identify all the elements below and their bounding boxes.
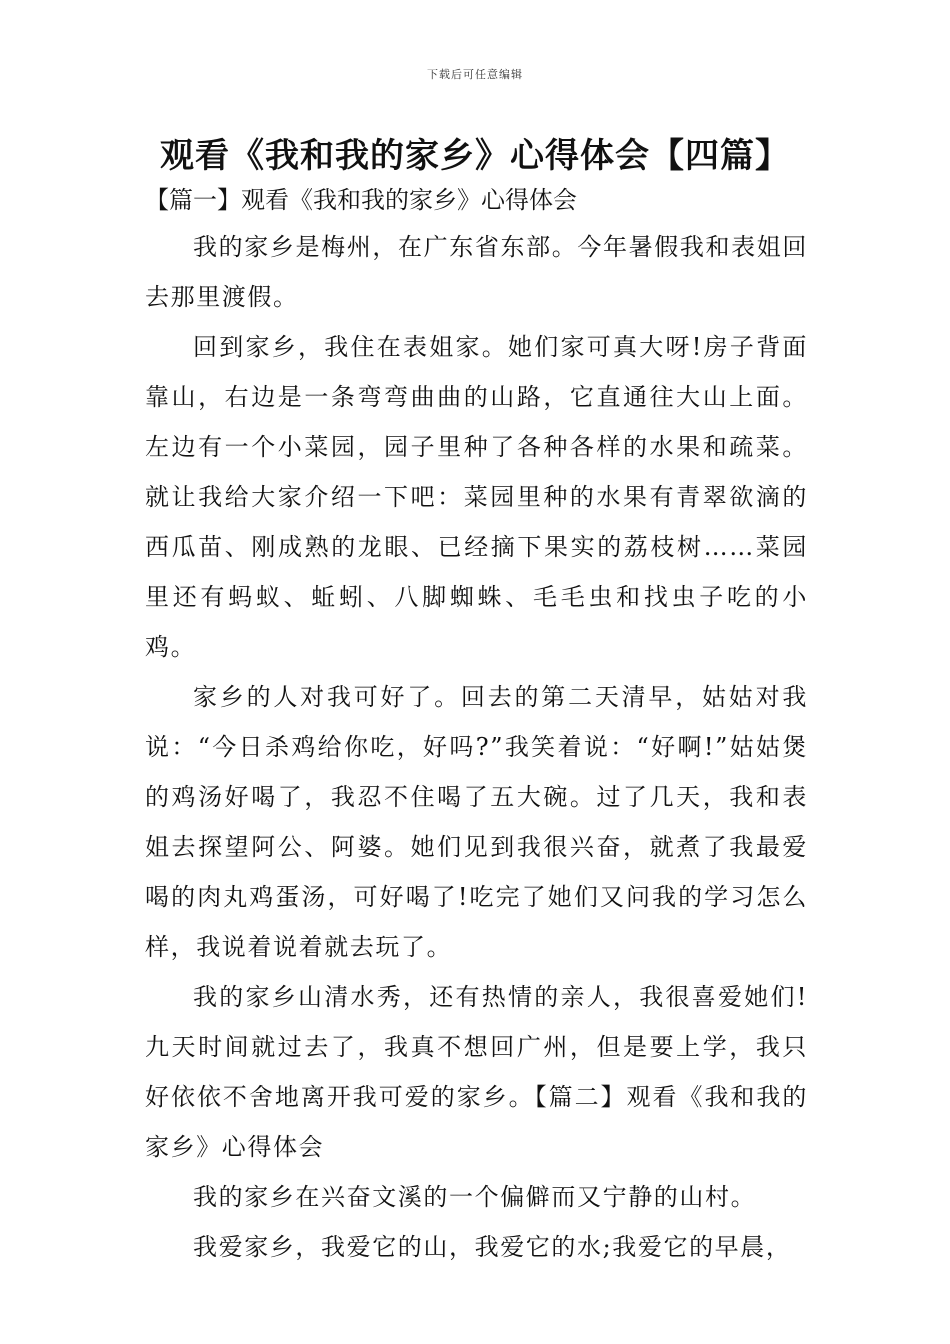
paragraph: 我的家乡在兴奋文溪的一个偏僻而又宁静的山村。 [193, 1183, 757, 1211]
paragraph: 我的家乡是梅州，在广东省东部。今年暑假我和表姐回去那里渡假。 [145, 233, 808, 311]
paragraph: 我的家乡山清水秀，还有热情的亲人，我很喜爱她们!九天时间就过去了，我真不想回广州，但是要上学，我只好依依不舍地离开我可爱的家乡。【篇二】观看《我和我的家乡》心得体会 [145, 983, 808, 1161]
paragraph: 我爱家乡，我爱它的山，我爱它的水;我爱它的早晨， [193, 1233, 792, 1261]
paragraph: 回到家乡，我住在表姐家。她们家可真大呀!房子背面靠山，右边是一条弯弯曲曲的山路，它直通往大山上面。左边有一个小菜园，园子里种了各种各样的水果和疏菜。就让我给大家介绍一下吧：菜园里种的水果有青翠欲滴的西瓜苗、刚成熟的龙眼、已经摘下果实的荔枝树……菜园里还有蚂蚁、蚯蚓、八脚蜘蛛、毛毛虫和找虫子吃的小鸡。 [145, 333, 808, 661]
document-title: 观看《我和我的家乡》心得体会【四篇】 [160, 136, 790, 176]
paragraph: 家乡的人对我可好了。回去的第二天清早，姑姑对我说：“今日杀鸡给你吃，好吗?”我笑着说：“好啊!”姑姑煲的鸡汤好喝了，我忍不住喝了五大碗。过了几天，我和表姐去探望阿公、阿婆。她们见到我很兴奋，就煮了我最爱喝的肉丸鸡蛋汤，可好喝了!吃完了她们又问我的学习怎么样，我说着说着就去玩了。 [145, 683, 808, 961]
section-heading: 【篇一】观看《我和我的家乡》心得体会 [145, 186, 577, 214]
document-body [145, 222, 808, 1272]
header-note: 下载后可任意编辑 [427, 68, 523, 81]
